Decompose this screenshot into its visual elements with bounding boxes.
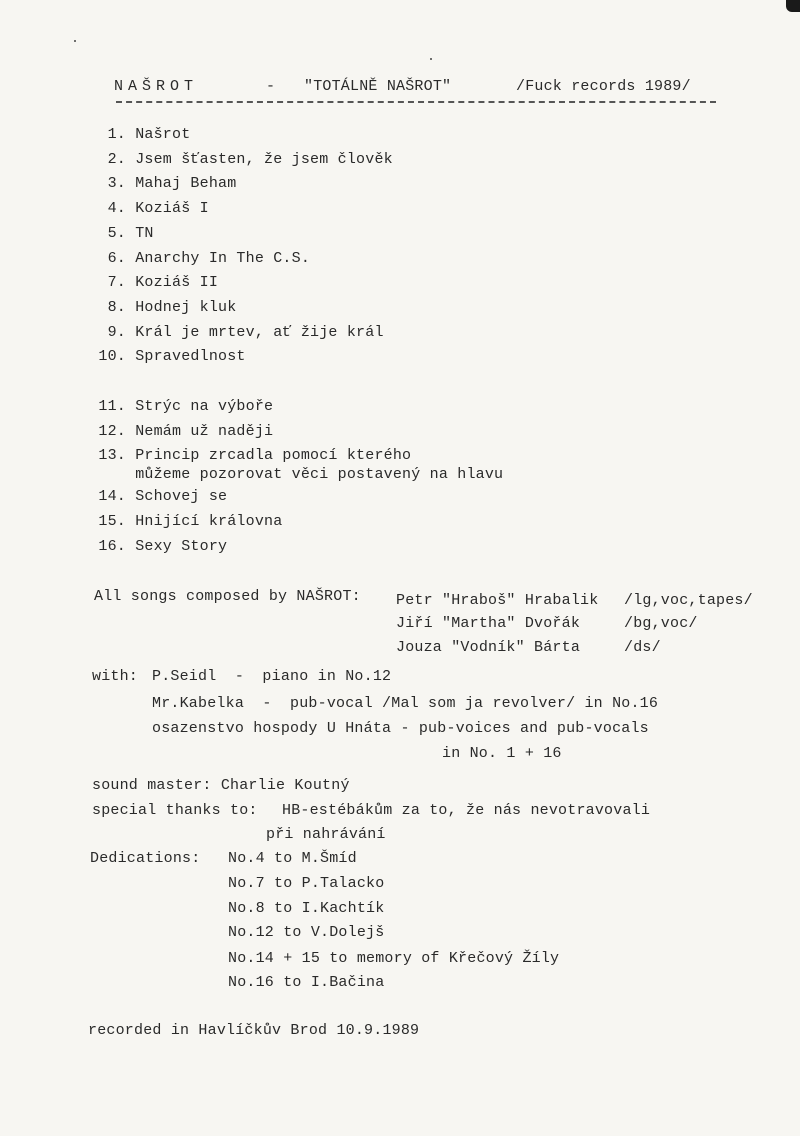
member-name: Jouza "Vodník" Bárta bbox=[396, 639, 581, 656]
member-name: Jiří "Martha" Dvořák bbox=[396, 615, 581, 632]
recorded-info: recorded in Havlíčkův Brod 10.9.1989 bbox=[88, 1022, 420, 1039]
guest-line: osazenstvo hospody U Hnáta - pub-voices and pub-vocals bbox=[152, 720, 649, 737]
band-name: NAŠROT bbox=[114, 78, 199, 95]
guest-line: Mr.Kabelka - pub-vocal /Mal som ja revolver/ in No.16 bbox=[152, 695, 659, 712]
track-item: 7. Koziáš II bbox=[107, 274, 219, 291]
track-item-continuation: můžeme pozorovat věci postavený na hlavu bbox=[135, 466, 504, 483]
thanks-line: HB-estébákům za to, že nás nevotravovali bbox=[282, 802, 651, 819]
header bbox=[114, 78, 724, 186]
dedication-item: No.14 + 15 to memory of Křečový Žíly bbox=[228, 950, 560, 967]
composers-label: All songs composed by NAŠROT: bbox=[94, 588, 361, 605]
member-role: /bg,voc/ bbox=[624, 615, 698, 632]
header-rule bbox=[116, 101, 716, 103]
dedication-item: No.16 to I.Bačina bbox=[228, 974, 385, 991]
track-item: 14. Schovej se bbox=[98, 488, 228, 505]
track-item: 5. TN bbox=[107, 225, 154, 242]
track-item: 15. Hnijící královna bbox=[98, 513, 283, 530]
member-name: Petr "Hraboš" Hrabalik bbox=[396, 592, 599, 609]
header-dash: - bbox=[266, 78, 276, 95]
track-item: 9. Král je mrtev, ať žije král bbox=[107, 324, 384, 341]
member-role: /lg,voc,tapes/ bbox=[624, 592, 753, 609]
record-label: /Fuck records 1989/ bbox=[516, 78, 691, 95]
ink-speck bbox=[74, 40, 76, 42]
corner-ink-mark bbox=[786, 0, 800, 12]
track-item: 8. Hodnej kluk bbox=[107, 299, 237, 316]
track-item: 3. Mahaj Beham bbox=[107, 175, 237, 192]
track-item: 6. Anarchy In The C.S. bbox=[107, 250, 311, 267]
track-item: 1. Našrot bbox=[107, 126, 191, 143]
dedications-label: Dedications: bbox=[90, 850, 201, 867]
track-item: 11. Strýc na výboře bbox=[98, 398, 274, 415]
track-item: 4. Koziáš I bbox=[107, 200, 209, 217]
dedication-item: No.7 to P.Talacko bbox=[228, 875, 385, 892]
guest-line: P.Seidl - piano in No.12 bbox=[152, 668, 392, 685]
album-title: "TOTÁLNĚ NAŠROT" bbox=[304, 78, 452, 95]
track-item: 2. Jsem šťasten, že jsem člověk bbox=[107, 151, 393, 168]
track-item: 12. Nemám už naději bbox=[98, 423, 274, 440]
dedication-item: No.4 to M.Šmíd bbox=[228, 850, 357, 867]
thanks-line: při nahrávání bbox=[266, 826, 386, 843]
thanks-label: special thanks to: bbox=[92, 802, 258, 819]
track-item: 13. Princip zrcadla pomocí kterého bbox=[98, 447, 412, 464]
guests-label: with: bbox=[92, 668, 139, 685]
dedication-item: No.8 to I.Kachtík bbox=[228, 900, 385, 917]
dedication-item: No.12 to V.Dolejš bbox=[228, 924, 385, 941]
track-item: 16. Sexy Story bbox=[98, 538, 228, 555]
track-item: 10. Spravedlnost bbox=[98, 348, 246, 365]
guest-line: in No. 1 + 16 bbox=[442, 745, 562, 762]
sound-master: sound master: Charlie Koutný bbox=[92, 777, 350, 794]
ink-speck bbox=[430, 58, 432, 60]
member-role: /ds/ bbox=[624, 639, 661, 656]
